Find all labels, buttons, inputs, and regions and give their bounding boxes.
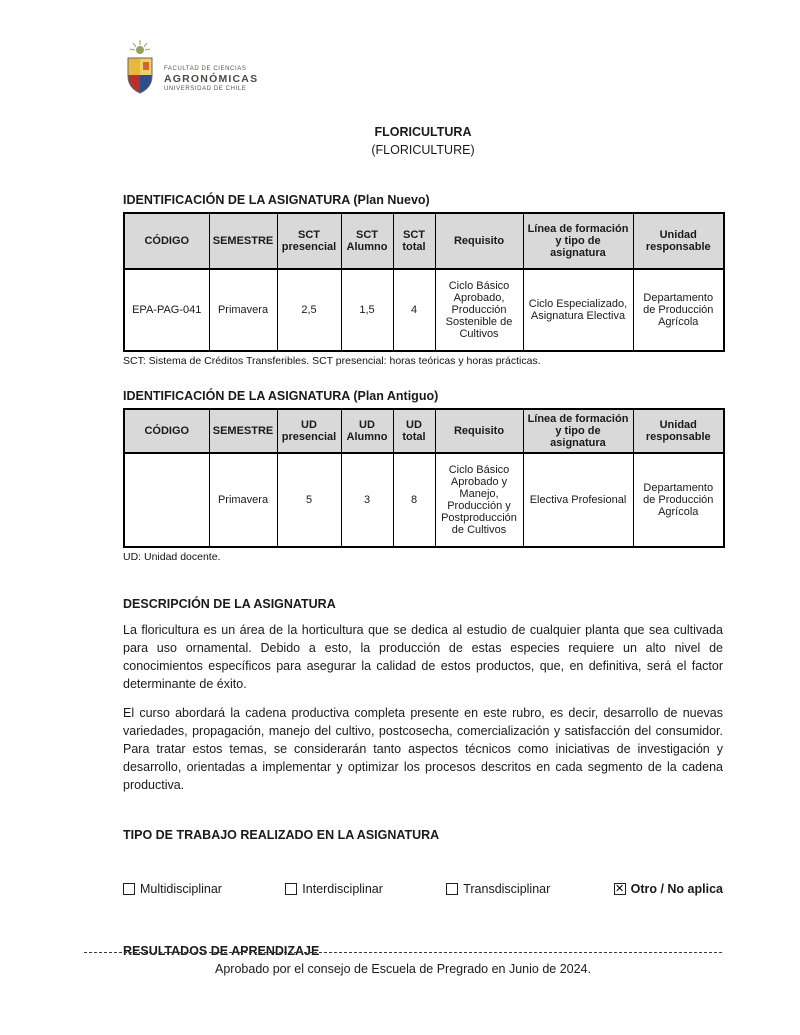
- col-header-unidad: Unidad responsable: [633, 213, 724, 269]
- col-header-sct-presencial: SCT presencial: [277, 213, 341, 269]
- cell-unidad: Departamento de Producción Agrícola: [633, 453, 724, 547]
- course-title: FLORICULTURA: [374, 125, 472, 139]
- table-header-row: [124, 213, 724, 269]
- table-plan-nuevo: [123, 212, 725, 352]
- table-header-row: [124, 409, 724, 453]
- logo-faculty-small: FACULTAD DE CIENCIAS: [164, 66, 247, 72]
- cell-codigo: [124, 453, 209, 547]
- col-header-ud-total: UD total: [393, 409, 435, 453]
- table-row: [124, 269, 724, 351]
- logo-faculty-name: AGRONÓMICAS: [164, 73, 259, 85]
- checkbox-icon[interactable]: [446, 883, 458, 895]
- course-title-translation: (FLORICULTURE): [371, 142, 475, 157]
- checkbox-label: Otro / No aplica: [630, 882, 723, 897]
- work-type-options: [123, 882, 723, 896]
- col-header-ud-presencial: UD presencial: [277, 409, 341, 453]
- checkbox-multidisciplinar[interactable]: [123, 882, 222, 896]
- col-header-codigo: CÓDIGO: [124, 213, 209, 269]
- col-header-linea: Línea de formación y tipo de asignatura: [523, 409, 633, 453]
- section-heading-tipo-trabajo: TIPO DE TRABAJO REALIZADO EN LA ASIGNATURA: [123, 828, 440, 843]
- cell-requisito: Ciclo Básico Aprobado y Manejo, Producción y Postproducción de Cultivos: [435, 453, 523, 547]
- cell-linea: Electiva Profesional: [523, 453, 633, 547]
- footnote-ud: UD: Unidad docente.: [123, 551, 221, 563]
- course-title-block: [123, 124, 723, 159]
- col-header-requisito: Requisito: [435, 213, 523, 269]
- checkbox-otro-no-aplica[interactable]: [614, 882, 723, 896]
- cell-ud-presencial: 5: [277, 453, 341, 547]
- col-header-ud-alumno: UD Alumno: [341, 409, 393, 453]
- logo-shield-icon: [123, 40, 157, 104]
- logo-text: [164, 52, 258, 92]
- col-header-requisito: Requisito: [435, 409, 523, 453]
- table-row: [124, 453, 724, 547]
- cell-codigo: EPA-PAG-041: [124, 269, 209, 351]
- university-logo: [123, 40, 723, 104]
- checkbox-icon[interactable]: [614, 883, 626, 895]
- footnote-sct: SCT: Sistema de Créditos Transferibles. SCT presencial: horas teóricas y horas prácticas.: [123, 355, 541, 367]
- checkbox-label: Multidisciplinar: [140, 882, 222, 897]
- divider-line: [84, 952, 722, 953]
- cell-ud-total: 8: [393, 453, 435, 547]
- section-heading-descripcion: DESCRIPCIÓN DE LA ASIGNATURA: [123, 597, 336, 611]
- table-plan-antiguo: [123, 408, 725, 548]
- col-header-codigo: CÓDIGO: [124, 409, 209, 453]
- cell-semestre: Primavera: [209, 453, 277, 547]
- section-heading-plan-nuevo: IDENTIFICACIÓN DE LA ASIGNATURA (Plan Nuevo): [123, 193, 430, 207]
- approval-note: Aprobado por el consejo de Escuela de Pregrado en Junio de 2024.: [215, 962, 591, 976]
- checkbox-icon[interactable]: [123, 883, 135, 895]
- checkbox-transdisciplinar[interactable]: [446, 882, 550, 896]
- cell-unidad: Departamento de Producción Agrícola: [633, 269, 724, 351]
- col-header-linea: Línea de formación y tipo de asignatura: [523, 213, 633, 269]
- col-header-semestre: SEMESTRE: [209, 409, 277, 453]
- col-header-semestre: SEMESTRE: [209, 213, 277, 269]
- document-page: [123, 0, 723, 958]
- checkbox-icon[interactable]: [285, 883, 297, 895]
- section-heading-resultados: RESULTADOS DE APRENDIZAJE: [123, 944, 320, 959]
- logo-university-name: UNIVERSIDAD DE CHILE: [164, 86, 247, 92]
- checkbox-interdisciplinar[interactable]: [285, 882, 383, 896]
- cell-ud-alumno: 3: [341, 453, 393, 547]
- cell-linea: Ciclo Especializado, Asignatura Electiva: [523, 269, 633, 351]
- checkbox-label: Interdisciplinar: [302, 882, 383, 897]
- col-header-sct-total: SCT total: [393, 213, 435, 269]
- section-heading-plan-antiguo: IDENTIFICACIÓN DE LA ASIGNATURA (Plan Antiguo): [123, 389, 439, 403]
- course-description-paragraph-2: El curso abordará la cadena productiva completa presente en este rubro, es decir, desarrollo de nuevas variedades, propagación, manejo del cultivo, postcosecha, comercialización y satisfacción del consumidor. Para tratar estos temas, se considerarán tanto aspectos técnicos como iniciativas de investigación y desarrollo, orientadas a implementar y optimizar los procesos descritos en cada segmento de la cadena productiva.: [123, 705, 723, 792]
- cell-sct-total: 4: [393, 269, 435, 351]
- cell-requisito: Ciclo Básico Aprobado, Producción Sostenible de Cultivos: [435, 269, 523, 351]
- checkbox-label: Transdisciplinar: [463, 882, 551, 897]
- course-description-paragraph-1: La floricultura es un área de la horticultura que se dedica al estudio de cualquier planta que sea cultivada para uso ornamental. Debido a esto, la producción de estas especies requiere un alto nivel de conocimientos específicos para asegurar la calidad de estos productos, que, en definitiva, será el factor determinante de éxito.: [123, 623, 723, 692]
- cell-sct-presencial: 2,5: [277, 269, 341, 351]
- col-header-unidad: Unidad responsable: [633, 409, 724, 453]
- cell-sct-alumno: 1,5: [341, 269, 393, 351]
- cell-semestre: Primavera: [209, 269, 277, 351]
- page-footer: [84, 952, 722, 976]
- col-header-sct-alumno: SCT Alumno: [341, 213, 393, 269]
